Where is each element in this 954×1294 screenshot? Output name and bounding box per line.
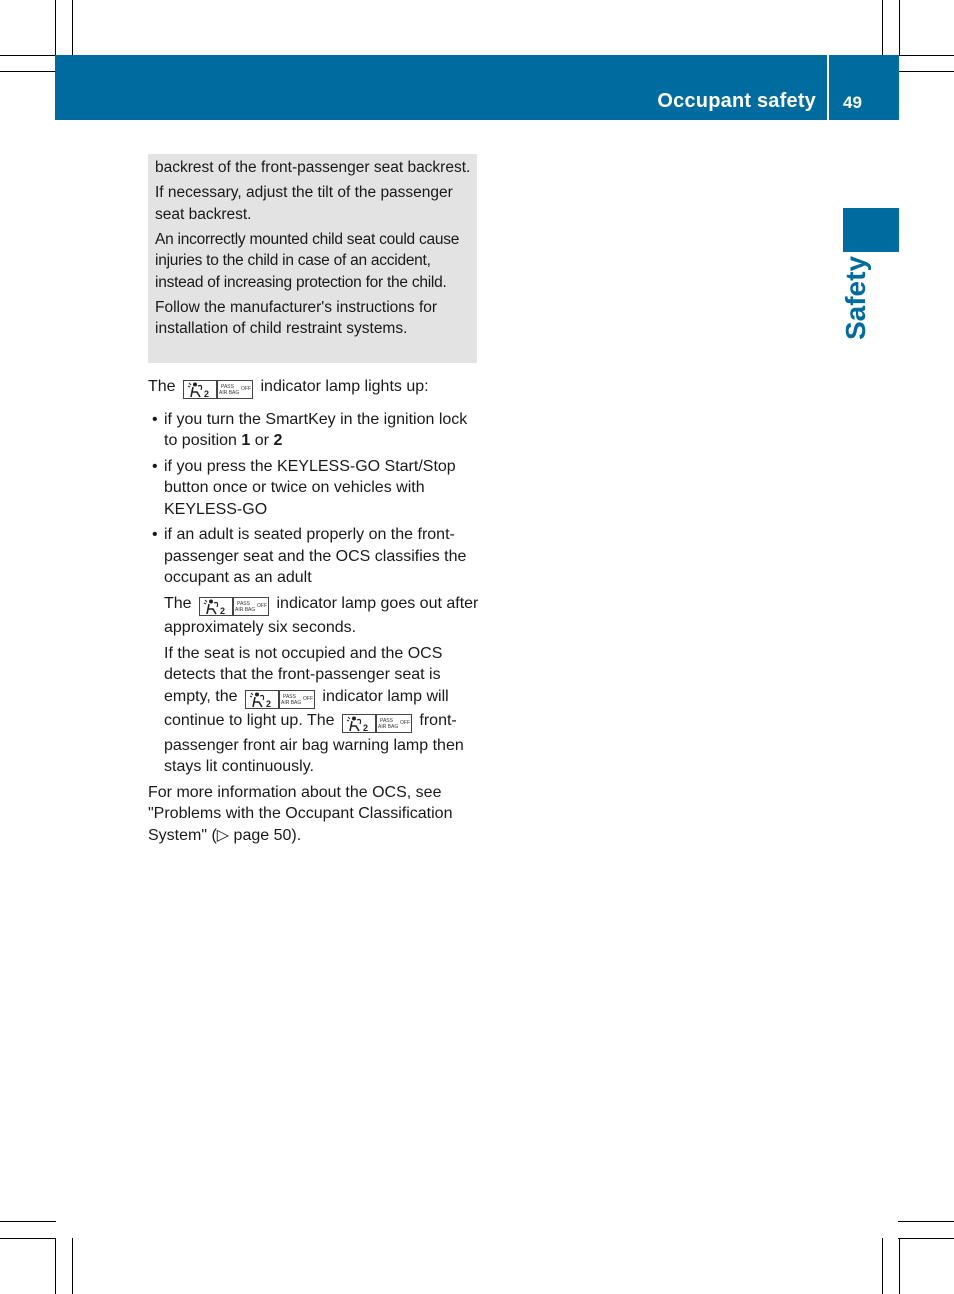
crop-mark [882,0,883,56]
warning-paragraph: An incorrectly mounted child seat could cause injuries to the child in case of an accident, instead of increasing protection for the child. [155,230,460,291]
crop-mark [0,55,56,56]
svg-text:OFF: OFF [302,695,313,702]
occupant-airbag-icon [245,690,279,709]
svg-text:PASS: PASS [221,384,234,391]
crop-mark [72,0,73,56]
crop-mark [0,1238,56,1239]
bullet-icon: • [152,526,158,543]
crop-mark [55,0,56,56]
svg-text:OFF: OFF [399,720,410,727]
occupant-airbag-icon [183,380,217,399]
crop-mark [0,71,56,72]
svg-text:PASS: PASS [282,693,296,700]
sub-paragraph: The 2 PASS AIR BAG OFF indicator lamp goes out after approximately six seconds. [164,594,479,636]
header-divider [827,55,829,120]
crop-mark [0,1221,56,1222]
crop-mark [899,0,900,56]
occupant-airbag-icon [199,597,233,616]
pass-airbag-off-icon [217,380,253,399]
warning-box [148,154,477,363]
crop-mark [55,1238,56,1294]
crop-mark [882,1238,883,1294]
condition-list [148,409,483,778]
intro-paragraph: The 2 PASS AIR BAG OFF indicator lamp lights up: [148,378,429,400]
crop-mark [899,1238,900,1294]
svg-text:AIR BAG: AIR BAG [219,390,240,397]
page-header [55,55,899,120]
pass-airbag-off-icon [376,714,412,733]
sub-paragraph: If the seat is not occupied and the OCS detects that the front-passenger seat is empty, the 2 PASS AIR BAG OFF indicator lamp will continue to light up. The 2 PASS AIR BAG OFF front-passenger front air bag warning lamp then stays lit continuously. [164,644,464,775]
chapter-tab-marker [843,208,899,252]
chapter-tab-label: Safety [840,255,871,341]
crop-mark [898,71,954,72]
crop-mark [898,1221,954,1222]
svg-text:PASS: PASS [379,718,393,725]
svg-text:2: 2 [204,389,210,400]
position-1: 1 [241,432,251,449]
svg-text:AIR BAG: AIR BAG [235,606,256,613]
list-item: • if you turn the SmartKey in the ignition lock to position 1 or 2 [152,410,468,449]
position-2: 2 [273,432,283,449]
bullet-icon: • [152,457,158,475]
svg-text:2: 2 [265,698,271,709]
pass-airbag-off-icon [233,597,269,616]
occupant-airbag-icon [342,714,376,733]
indicator-lamp-icon [199,596,269,618]
section-title: Occupant safety [657,90,816,112]
svg-text:AIR BAG: AIR BAG [377,724,399,731]
warning-paragraph: backrest of the front-passenger seat backrest. [155,159,471,176]
crop-mark [898,1238,954,1239]
indicator-lamp-icon [245,689,315,711]
pass-airbag-off-icon [279,690,315,709]
indicator-lamp-icon [342,713,412,735]
svg-text:OFF: OFF [257,602,268,609]
warning-paragraph: If necessary, adjust the tilt of the passenger seat backrest. [155,184,453,223]
svg-text:OFF: OFF [241,386,252,393]
page-number: 49 [843,93,862,112]
crop-mark [898,55,954,56]
bullet-icon: • [152,410,158,428]
more-info-paragraph: For more information about the OCS, see "Problems with the Occupant Classification System" (▷ page 50). [148,783,453,844]
svg-text:2: 2 [362,723,368,734]
body-text [148,376,483,846]
warning-paragraph: Follow the manufacturer's instructions for installation of child restraint systems. [155,298,438,337]
list-item: • if you press the KEYLESS-GO Start/Stop button once or twice on vehicles with KEYLESS-GO [152,457,456,518]
svg-text:AIR BAG: AIR BAG [280,699,302,706]
svg-text:PASS: PASS [237,600,250,607]
svg-text:2: 2 [220,605,226,616]
list-item: • if an adult is seated properly on the front-passenger seat and the OCS classifies the occupant as an adult The 2 PASS AIR BAG OFF indicator lamp goes out after approximately six seconds. If the seat is not occupied and the OCS detects that the front-passenger seat is empty, the 2 PASS AIR BAG OFF indicator lamp will continue to light up. The 2 PASS AIR BAG OFF front-passenger front air bag warning lamp then stays lit continuously. [148,524,483,778]
crop-mark [72,1238,73,1294]
indicator-lamp-icon [183,379,253,401]
